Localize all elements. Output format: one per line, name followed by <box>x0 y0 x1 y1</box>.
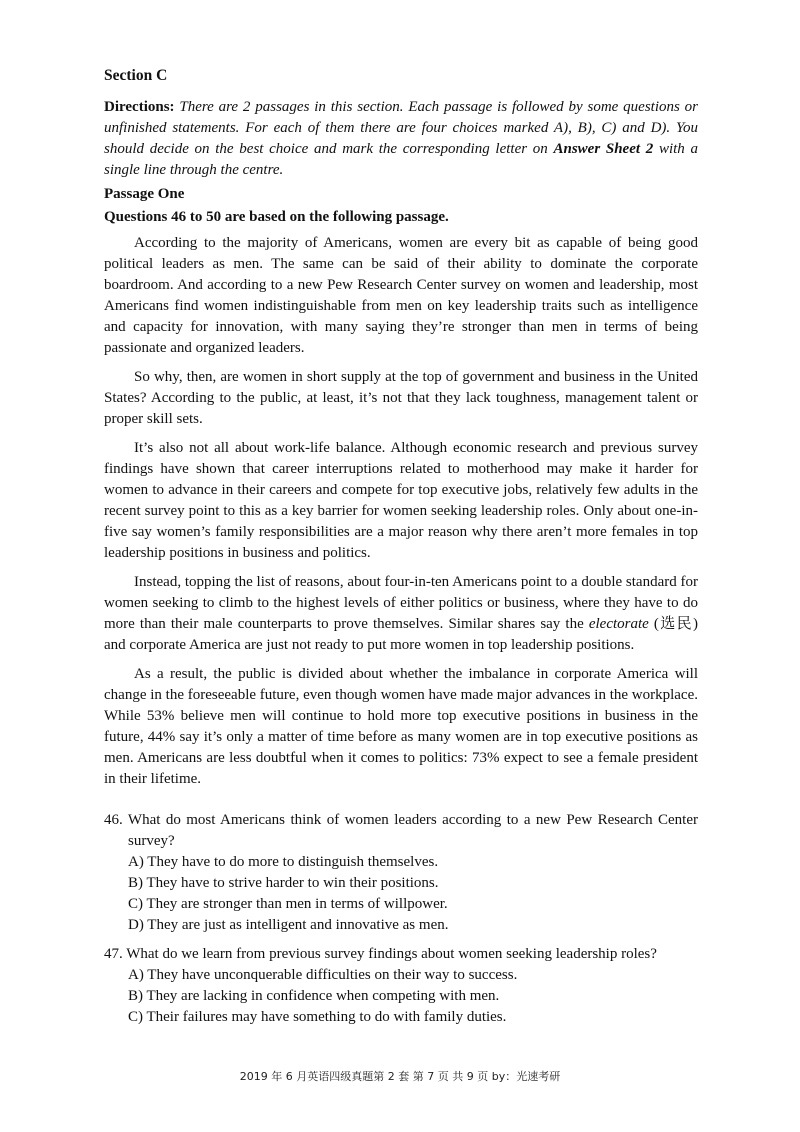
page-footer: 2019 年 6 月英语四级真题第 2 套 第 7 页 共 9 页 by：光速考研 <box>239 1070 561 1083</box>
electorate-term: electorate <box>588 616 649 632</box>
passage-title: Passage One <box>104 186 185 202</box>
question-46-option-b: B) They have to strive harder to win their positions. <box>128 875 439 891</box>
question-47-stem: 47. What do we learn from previous survey findings about women seeking leadership roles? <box>104 946 657 962</box>
passage-paragraph-3: It’s also not all about work-life balance. Although economic research and previous survey findings have shown that career interruptions related to motherhood may make it harder for women to advance in their careers and compete for top executive jobs, relatively few adults in the recent survey point to this as a key barrier for women seeking leadership roles. Only about one-in-five say women’s family responsibilities are a major reason why there aren’t more females in top leadership positions in business and politics. <box>104 440 698 561</box>
question-47-option-c: C) Their failures may have something to do with family duties. <box>128 1009 507 1025</box>
directions-label: Directions: <box>104 99 175 115</box>
passage-paragraph-2: So why, then, are women in short supply at the top of government and business in the United States? According to the public, at least, it’s not that they lack toughness, management talent or proper skill sets. <box>104 369 698 427</box>
section-title: Section C <box>104 67 168 84</box>
answer-sheet-label: Answer Sheet 2 <box>553 141 654 157</box>
question-47-option-b: B) They are lacking in confidence when competing with men. <box>128 988 500 1004</box>
question-46-option-a: A) They have to do more to distinguish themselves. <box>128 854 439 870</box>
question-46-option-c: C) They are stronger than men in terms of willpower. <box>128 896 448 912</box>
passage-intro: Questions 46 to 50 are based on the following passage. <box>104 209 449 225</box>
directions-text-1: There are 2 passages in this section. Each passage is followed by some questions or unfinished statements. For each of them there are four choices marked A), B), C) and D). You should decide on the best choice and mark the corresponding letter on <box>104 99 698 157</box>
passage-paragraph-1: According to the majority of Americans, women are every bit as capable of being good political leaders as men. The same can be said of their ability to dominate the corporate boardroom. And according to a new Pew Research Center survey on women and leadership, most Americans find women indistinguishable from men on key leadership traits such as intelligence and capacity for innovation, with many saying they’re stronger than men in terms of being passionate and organized leaders. <box>104 235 698 356</box>
questions <box>104 810 698 1028</box>
passage-paragraph-4 <box>104 572 698 656</box>
paragraph-4-part-2: (选民) and corporate America are just not ready to put more women in top leadership positions. <box>104 616 698 653</box>
question-46-option-d: D) They are just as intelligent and innovative as men. <box>128 917 449 933</box>
passage-paragraph-5: As a result, the public is divided about whether the imbalance in corporate America will change in the foreseeable future, even though women have made major advances in the workplace. While 53% believe men will continue to hold more top executive positions in business in the future, 44% say it’s only a matter of time before as many women are in top executive positions as men. Americans are less doubtful when it comes to politics: 73% expect to see a female president in their lifetime. <box>104 666 698 787</box>
question-47 <box>104 944 698 1028</box>
paragraph-4-part-1: Instead, topping the list of reasons, about four-in-ten Americans point to a double standard for women seeking to climb to the highest levels of either politics or business, where they have to do more than their male counterparts to prove themselves. Similar shares say the <box>104 574 698 632</box>
exam-page <box>104 66 698 1036</box>
question-47-option-a: A) They have unconquerable difficulties on their way to success. <box>128 967 518 983</box>
directions-text-2: with a single line through the centre. <box>104 141 698 178</box>
question-46-stem: 46. What do most Americans think of women leaders according to a new Pew Research Center survey? <box>104 812 698 849</box>
directions <box>104 97 698 181</box>
question-46 <box>104 810 698 936</box>
